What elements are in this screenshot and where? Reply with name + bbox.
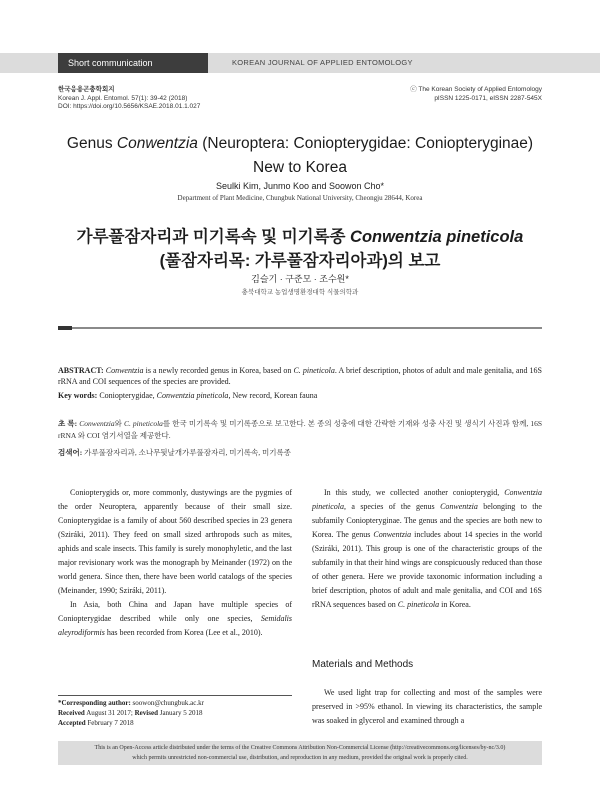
p3-t2: , a species of the genus — [344, 502, 441, 511]
corr-label: *Corresponding author: — [58, 699, 131, 707]
p3-genus-2: Conwentzia — [373, 530, 412, 539]
title-en-pre: Genus — [66, 135, 117, 152]
body-column-left — [58, 486, 292, 640]
accepted-date: February 7 2018 — [85, 719, 134, 727]
footnote — [58, 698, 292, 728]
copyright: ⓒ The Korean Society of Applied Entomology — [410, 86, 542, 93]
title-en-line2: New to Korea — [253, 159, 347, 176]
keywords-kr-text: 가루풀잠자리과, 소나무뒷날개가루풀잠자리, 미기록속, 미기록종 — [82, 448, 291, 457]
title-en-genus: Conwentzia — [116, 135, 198, 152]
journal-name: KOREAN JOURNAL OF APPLIED ENTOMOLOGY — [232, 58, 413, 67]
citation: Korean J. Appl. Entomol. 57(1): 39-42 (2018) — [58, 94, 188, 102]
corr-email[interactable]: soowon@chungbuk.ac.kr — [130, 699, 204, 707]
p3-t1: In this study, we collected another coniopterygid, — [324, 488, 505, 497]
keywords-en — [58, 391, 542, 400]
intro-paragraph-1: Coniopterygids or, more commonly, dustywings are the pygmies of the order Neuroptera, apparently because of their small size. Coniopterygidae is a family of about 560 described species in 23 genera (Sziráki, 2011). They feed on small sized arthropods such as mites, aphids and scale insects. This family is surely monophyletic, and the last major revisionary work was the monograph by Meinander (1972) on the world genera. Since then, there have been world catalogs of the species (Meinander, 1990; Sziráki, 2011). — [58, 488, 292, 595]
title-en-post: (Neuroptera: Coniopterygidae: Coniopteryginae) — [197, 135, 534, 152]
intro-p2-species: Semidalis aleyrodiformis — [58, 614, 292, 637]
p3-genus: Conwentzia — [440, 502, 478, 511]
abstract-genus: Conwentzia — [105, 366, 144, 375]
abstract-text-1: is a newly recorded genus in Korea, based on — [143, 366, 294, 375]
authors-en: Seulki Kim, Junmo Koo and Soowon Cho* — [215, 181, 385, 191]
p3-species-2: C. pineticola — [397, 600, 440, 609]
abstract-text-2: . A brief description, photos of adult and male genitalia, and 16S rRNA and COI sequences of the species are provided. — [58, 366, 543, 386]
intro-paragraph-2 — [58, 598, 292, 640]
intro-paragraph-3 — [312, 486, 542, 612]
paper-title-kr — [40, 225, 560, 273]
body-column-right — [312, 486, 542, 612]
abstract-kr-text-1: 와 — [114, 419, 124, 428]
received-date: August 31 2017; — [84, 709, 135, 717]
p3-t4: includes about 14 species in the world (Sziráki, 2011). This group is one of the characteristic groups of the subfamily in that their hind wings are conspicuously reduced than those of other genera. Here we provide taxonomic information including a brief description, photos of adult and male genitalia, and COI and 16S rRNA sequences based on — [312, 530, 542, 609]
abstract-kr-text-2: 를 한국 미기록속 및 미기록종으로 보고한다. 본 종의 성충에 대한 간략한 기재와 성충 사진 및 생식기 사진과 함께, 16S rRNA 와 COI 염기서열을 제공한다. — [58, 419, 543, 440]
abstract-kr-label: 초 록: — [58, 419, 78, 428]
authors-kr: 김슬기 · 구준모 · 조수원* — [251, 274, 349, 284]
license-line-1: This is an Open-Access article distributed under the terms of the Creative Commons Attribution Non-Commercial License (http://creativecommons.org/licenses/by-nc/3.0) — [94, 745, 506, 751]
abstract-kr — [58, 418, 542, 442]
methods-paragraph: We used light trap for collecting and most of the samples were preserved in >95% ethanol. In viewing its characteristics, the sample was soaked in glycerol and examined through a — [312, 688, 542, 725]
p3-t5: in Korea. — [439, 600, 471, 609]
keywords-text-2: , New record, Korean fauna — [228, 391, 318, 400]
citation-block — [58, 86, 200, 112]
affiliation-en: Department of Plant Medicine, Chungbuk National University, Cheongju 28644, Korea — [177, 194, 423, 202]
abstract-en — [58, 365, 542, 387]
abstract-species: C. pineticola — [293, 366, 335, 375]
footnote-divider — [58, 695, 292, 696]
methods-text-block — [312, 686, 542, 728]
license-box — [58, 741, 542, 765]
keywords-text-1: Coniopterygidae, — [97, 391, 157, 400]
section-heading-methods: Materials and Methods — [312, 659, 414, 670]
keywords-label: Key words: — [58, 391, 98, 400]
affiliation-kr: 충북대학교 농업생명환경대학 식물의학과 — [241, 289, 359, 296]
title-kr-pre: 가루풀잠자리과 미기록속 및 미기록종 — [76, 228, 351, 246]
journal-kr: 한국응용곤충학회지 — [58, 86, 115, 93]
abstract-label: ABSTRACT: — [58, 366, 104, 375]
received-label: Received — [58, 709, 85, 717]
accepted-label: Accepted — [58, 719, 86, 727]
abstract-kr-species: C. pineticola — [123, 419, 163, 428]
keywords-kr-label: 검색어: — [58, 448, 83, 457]
revised-date: January 5 2018 — [157, 709, 203, 717]
section-label: Short communication — [58, 53, 208, 73]
divider-line — [72, 327, 542, 329]
copyright-block — [390, 86, 542, 103]
paper-title-en — [40, 132, 560, 180]
intro-p2-text-2: has been recorded from Korea (Lee et al., 2010). — [104, 628, 263, 637]
revised-label: Revised — [134, 709, 158, 717]
intro-p2-text-1: In Asia, both China and Japan have multiple species of Coniopterygidae described while only one species, — [58, 600, 292, 623]
title-kr-species: Conwentzia pineticola — [350, 228, 524, 246]
p3-t3: belonging to the subfamily Coniopteryginae. The genus and the species are both new to Korea. The genus — [312, 502, 542, 539]
p3-species: Conwentzia pineticola — [312, 488, 542, 511]
abstract-kr-genus: Conwentzia — [79, 419, 115, 428]
doi-link[interactable]: DOI: https://doi.org/10.5656/KSAE.2018.01.1.027 — [58, 103, 201, 110]
issn: pISSN 1225-0171, eISSN 2287-545X — [434, 94, 542, 102]
license-line-2: which permits unrestricted non-commercial use, distribution, and reproduction in any medium, provided the original work is properly cited. — [132, 755, 468, 761]
keywords-species: Conwentzia pineticola — [156, 391, 229, 400]
keywords-kr — [58, 447, 542, 458]
title-kr-line2: (풀잠자리목: 가루풀잠자리아과)의 보고 — [159, 252, 441, 270]
divider-accent — [58, 326, 72, 330]
